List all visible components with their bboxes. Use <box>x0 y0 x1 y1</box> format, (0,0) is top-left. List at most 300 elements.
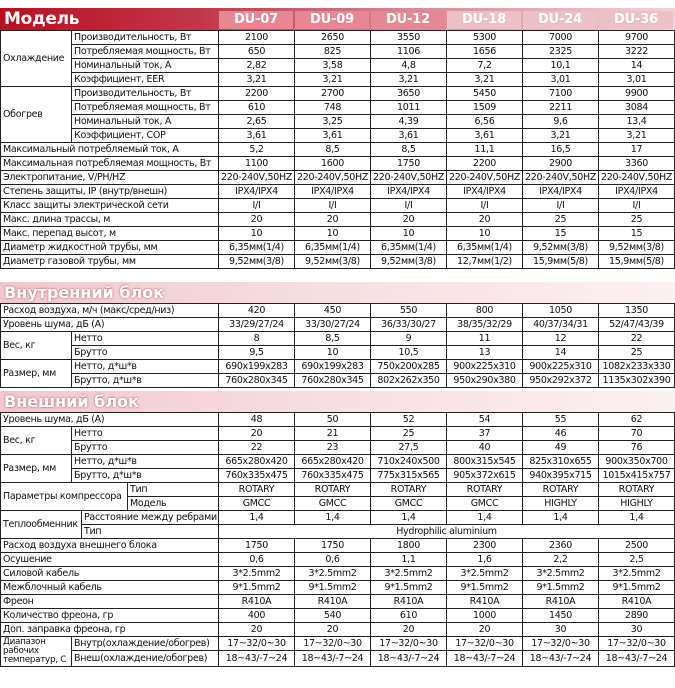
value-cell: 1050 <box>523 304 599 318</box>
value-cell: 9*1.5mm2 <box>219 581 295 595</box>
value-cell: 15 <box>523 227 599 241</box>
divider <box>0 412 675 413</box>
row-label: Степень защиты, IP (внутр/внешн) <box>0 185 219 199</box>
value-cell: 710x240x500 <box>371 455 447 469</box>
value-cell: 9700 <box>599 31 675 45</box>
value-cell: 6,35мм(1/4) <box>295 241 371 255</box>
value-cell: 5300 <box>447 31 523 45</box>
value-cell: 3,61 <box>219 129 295 143</box>
value-cell: 3650 <box>371 87 447 101</box>
value-cell: 220-240V,50HZ <box>295 171 371 185</box>
value-cell: 17~32/0~30 <box>523 637 599 651</box>
value-cell: 1135x302x390 <box>599 374 675 388</box>
value-cell: IPX4/IPX4 <box>371 185 447 199</box>
value-cell: 38/35/32/29 <box>447 318 523 332</box>
sub-label: Внутр(охлаждение/обогрев) <box>72 637 219 651</box>
value-cell: 9,52мм(3/8) <box>219 255 295 269</box>
value-cell: 1,4 <box>523 511 599 525</box>
value-cell: 6,35мм(1/4) <box>371 241 447 255</box>
sub-label: Расстояние между ребрами <box>82 511 219 525</box>
value-cell: 800x315x545 <box>447 455 523 469</box>
value-cell: 1100 <box>219 157 295 171</box>
sub-label: Номинальный ток, А <box>72 115 219 129</box>
value-cell: 9*1.5mm2 <box>599 581 675 595</box>
value-cell: 9*1.5mm2 <box>295 581 371 595</box>
value-cell: 3*2.5mm2 <box>371 567 447 581</box>
value-cell: 33/29/27/24 <box>219 318 295 332</box>
row-label: Силовой кабель <box>0 567 219 581</box>
value-cell: 802x262x350 <box>371 374 447 388</box>
value-cell: 1800 <box>371 539 447 553</box>
value-cell: 52/47/43/39 <box>599 318 675 332</box>
value-cell: 11 <box>447 332 523 346</box>
value-cell: HIGHLY <box>599 497 675 511</box>
value-cell: 3,21 <box>523 129 599 143</box>
model-header: DU-12 <box>371 11 445 29</box>
value-cell: 8,5 <box>295 143 371 157</box>
value-cell: 25 <box>371 427 447 441</box>
value-cell: 2200 <box>219 87 295 101</box>
value-cell: 950x292x372 <box>523 374 599 388</box>
sub-label: Модель <box>128 497 219 511</box>
value-cell: 13 <box>447 346 523 360</box>
value-cell: 15,9мм(5/8) <box>599 255 675 269</box>
value-cell: 220-240V,50HZ <box>371 171 447 185</box>
sub-label: Нетто <box>72 332 219 346</box>
value-cell: 2211 <box>523 101 599 115</box>
group-label: Размер, мм <box>0 455 72 483</box>
value-cell: 1000 <box>447 609 523 623</box>
value-cell: 25 <box>523 213 599 227</box>
value-cell: 6,56 <box>447 115 523 129</box>
value-cell: 825x310x655 <box>523 455 599 469</box>
value-cell: GMCC <box>371 497 447 511</box>
value-cell: 610 <box>219 101 295 115</box>
value-cell: ROTARY <box>295 483 371 497</box>
row-label: Осушение <box>0 553 219 567</box>
value-cell: 2,82 <box>219 59 295 73</box>
value-cell: 3*2.5mm2 <box>219 567 295 581</box>
row-label: Межблочный кабель <box>0 581 219 595</box>
value-cell: 1509 <box>447 101 523 115</box>
value-cell: 46 <box>523 427 599 441</box>
value-cell: 20 <box>219 213 295 227</box>
value-cell: 1082x233x330 <box>599 360 675 374</box>
value-cell: 9*1.5mm2 <box>371 581 447 595</box>
value-cell: 3,61 <box>371 129 447 143</box>
value-cell: 3*2.5mm2 <box>295 567 371 581</box>
value-cell: 540 <box>295 609 371 623</box>
model-header: DU-07 <box>219 11 293 29</box>
value-cell: 900x225x310 <box>447 360 523 374</box>
value-cell: 610 <box>371 609 447 623</box>
value-cell: 1,4 <box>219 511 295 525</box>
value-cell: 1750 <box>371 157 447 171</box>
value-cell: 400 <box>219 609 295 623</box>
value-cell: 760x280x345 <box>295 374 371 388</box>
value-cell: 1011 <box>371 101 447 115</box>
value-cell: 15 <box>599 227 675 241</box>
value-cell: 20 <box>295 213 371 227</box>
row-label: Максимальный потребляемый ток, А <box>0 143 219 157</box>
model-header: DU-24 <box>523 11 597 29</box>
value-cell: 54 <box>447 413 523 427</box>
group-label: Параметры компрессора <box>0 483 128 511</box>
group-label: Охлаждение <box>0 31 72 87</box>
value-cell: 800 <box>447 304 523 318</box>
divider <box>0 30 675 31</box>
value-cell: I/I <box>599 199 675 213</box>
value-cell: 18~43/-7~24 <box>447 651 523 667</box>
value-cell: 3*2.5mm2 <box>447 567 523 581</box>
row-label: Расход воздуха, м/ч (макс/сред/низ) <box>0 304 219 318</box>
sub-label: Номинальный ток, А <box>72 59 219 73</box>
value-cell: 10 <box>371 227 447 241</box>
value-cell: 690x199x283 <box>219 360 295 374</box>
sub-label: Брутто <box>72 441 219 455</box>
value-cell: GMCC <box>295 497 371 511</box>
value-cell: 17 <box>599 143 675 157</box>
value-cell: 12,7мм(1/2) <box>447 255 523 269</box>
value-cell: 21 <box>295 427 371 441</box>
value-cell: 20 <box>447 623 523 637</box>
value-cell: 9900 <box>599 87 675 101</box>
value-cell: 30 <box>599 623 675 637</box>
row-label: Класс защиты электрической сети <box>0 199 219 213</box>
model-header: DU-36 <box>599 11 673 29</box>
model-header: DU-18 <box>447 11 521 29</box>
value-cell: 76 <box>599 441 675 455</box>
value-cell: 9,52мм(3/8) <box>523 241 599 255</box>
value-cell: 20 <box>371 213 447 227</box>
value-cell: 6,35мм(1/4) <box>219 241 295 255</box>
value-cell: 25 <box>599 346 675 360</box>
value-cell: 2500 <box>599 539 675 553</box>
value-cell: 18~43/-7~24 <box>219 651 295 667</box>
value-cell: 690x199x283 <box>295 360 371 374</box>
value-cell: 3,21 <box>295 73 371 87</box>
value-cell: 9*1.5mm2 <box>523 581 599 595</box>
value-cell: 2700 <box>295 87 371 101</box>
sub-label: Брутто <box>72 346 219 360</box>
value-cell: 23 <box>295 441 371 455</box>
value-cell: 1,4 <box>447 511 523 525</box>
sub-label: Брутто, д*ш*в <box>72 469 219 483</box>
value-cell: 665x280x420 <box>295 455 371 469</box>
value-cell: 3*2.5mm2 <box>523 567 599 581</box>
value-cell: 950x290x380 <box>447 374 523 388</box>
value-cell: 2100 <box>219 31 295 45</box>
value-cell: 9 <box>371 332 447 346</box>
row-label: Уровень шума, дБ (А) <box>0 413 219 427</box>
value-cell: 33/30/27/24 <box>295 318 371 332</box>
value-cell: R410A <box>219 595 295 609</box>
value-cell: 1015x415x757 <box>599 469 675 483</box>
sub-label: Тип <box>82 525 219 539</box>
value-cell: 3,61 <box>295 129 371 143</box>
table-title: Модель <box>4 9 80 29</box>
value-cell: 18~43/-7~24 <box>295 651 371 667</box>
value-cell: 650 <box>219 45 295 59</box>
value-cell: Hydrophilic aluminium <box>219 525 675 539</box>
value-cell: I/I <box>295 199 371 213</box>
value-cell: 550 <box>371 304 447 318</box>
value-cell: 20 <box>371 623 447 637</box>
value-cell: I/I <box>523 199 599 213</box>
value-cell: 2325 <box>523 45 599 59</box>
value-cell: 30 <box>523 623 599 637</box>
value-cell: ROTARY <box>599 483 675 497</box>
value-cell: 450 <box>295 304 371 318</box>
value-cell: 3*2.5mm2 <box>599 567 675 581</box>
value-cell: 1750 <box>295 539 371 553</box>
value-cell: 2,65 <box>219 115 295 129</box>
value-cell: 0,6 <box>219 553 295 567</box>
value-cell: 3,61 <box>447 129 523 143</box>
value-cell: 3360 <box>599 157 675 171</box>
value-cell: 55 <box>523 413 599 427</box>
value-cell: 3,21 <box>447 73 523 87</box>
value-cell: 5450 <box>447 87 523 101</box>
value-cell: 2300 <box>447 539 523 553</box>
value-cell: 900x350x700 <box>599 455 675 469</box>
row-label: Электропитание, V/PH/HZ <box>0 171 219 185</box>
group-label: Теплообменник <box>0 511 82 539</box>
row-label: Диаметр жидкостной трубы, мм <box>0 241 219 255</box>
value-cell: 1600 <box>295 157 371 171</box>
row-label: Фреон <box>0 595 219 609</box>
row-label: Уровень шума, дБ (А) <box>0 318 219 332</box>
value-cell: 3,21 <box>219 73 295 87</box>
value-cell: 3,01 <box>599 73 675 87</box>
row-label: Диаметр газовой трубы, мм <box>0 255 219 269</box>
row-label: Макс. длина трассы, м <box>0 213 219 227</box>
value-cell: 15,9мм(5/8) <box>523 255 599 269</box>
value-cell: 1,1 <box>371 553 447 567</box>
value-cell: 10 <box>295 227 371 241</box>
group-label: Вес, кг <box>0 427 72 455</box>
section-title: Внутренний блок <box>4 283 165 302</box>
value-cell: 18~43/-7~24 <box>371 651 447 667</box>
value-cell: 940x395x715 <box>523 469 599 483</box>
sub-label: Нетто, д*ш*в <box>72 360 219 374</box>
value-cell: 20 <box>295 623 371 637</box>
value-cell: GMCC <box>447 497 523 511</box>
value-cell: 17~32/0~30 <box>371 637 447 651</box>
sub-label: Коэффициент, EER <box>72 73 219 87</box>
sub-label: Нетто <box>72 427 219 441</box>
value-cell: HIGHLY <box>523 497 599 511</box>
sub-label: Внеш(охлаждение/обогрев) <box>72 651 219 667</box>
value-cell: 750x200x285 <box>371 360 447 374</box>
sub-label: Нетто, д*ш*в <box>72 455 219 469</box>
value-cell: 9,52мм(3/8) <box>371 255 447 269</box>
row-label: Максимальная потребляемая мощность, Вт <box>0 157 219 171</box>
sub-label: Тип <box>128 483 219 497</box>
value-cell: 10,1 <box>523 59 599 73</box>
value-cell: 62 <box>599 413 675 427</box>
value-cell: 2,5 <box>599 553 675 567</box>
model-header: DU-09 <box>295 11 369 29</box>
row-label: Количество фреона, гр <box>0 609 219 623</box>
value-cell: 825 <box>295 45 371 59</box>
value-cell: 10,5 <box>371 346 447 360</box>
value-cell: 12 <box>523 332 599 346</box>
value-cell: 9,6 <box>523 115 599 129</box>
sub-label: Потребляемая мощность, Вт <box>72 45 219 59</box>
value-cell: I/I <box>219 199 295 213</box>
value-cell: 27,5 <box>371 441 447 455</box>
value-cell: 5,2 <box>219 143 295 157</box>
value-cell: 1106 <box>371 45 447 59</box>
value-cell: 420 <box>219 304 295 318</box>
value-cell: 220-240V,50HZ <box>447 171 523 185</box>
value-cell: 775x315x565 <box>371 469 447 483</box>
value-cell: 18~43/-7~24 <box>599 651 675 667</box>
value-cell: 1750 <box>219 539 295 553</box>
value-cell: 10 <box>295 346 371 360</box>
value-cell: 2360 <box>523 539 599 553</box>
sub-label: Потребляемая мощность, Вт <box>72 101 219 115</box>
value-cell: 14 <box>599 59 675 73</box>
value-cell: 7,2 <box>447 59 523 73</box>
value-cell: R410A <box>295 595 371 609</box>
value-cell: IPX4/IPX4 <box>447 185 523 199</box>
value-cell: I/I <box>371 199 447 213</box>
sub-label: Коэффициент, COP <box>72 129 219 143</box>
value-cell: 8,5 <box>371 143 447 157</box>
value-cell: 52 <box>371 413 447 427</box>
value-cell: 7100 <box>523 87 599 101</box>
value-cell: 40 <box>447 441 523 455</box>
value-cell: 6,35мм(1/4) <box>447 241 523 255</box>
value-cell: 3222 <box>599 45 675 59</box>
value-cell: 36/33/30/27 <box>371 318 447 332</box>
value-cell: ROTARY <box>371 483 447 497</box>
section-title: Внешний блок <box>4 392 139 411</box>
value-cell: I/I <box>447 199 523 213</box>
value-cell: 1656 <box>447 45 523 59</box>
value-cell: 3,21 <box>599 129 675 143</box>
row-label: Доп. заправка фреона, гр <box>0 623 219 637</box>
group-label: Размер, мм <box>0 360 72 388</box>
value-cell: 17~32/0~30 <box>219 637 295 651</box>
value-cell: 665x280x420 <box>219 455 295 469</box>
value-cell: 49 <box>523 441 599 455</box>
value-cell: 1,6 <box>447 553 523 567</box>
value-cell: 2,2 <box>523 553 599 567</box>
value-cell: 17~32/0~30 <box>447 637 523 651</box>
value-cell: 9,5 <box>219 346 295 360</box>
sub-label: Брутто, д*ш*в <box>72 374 219 388</box>
value-cell: 2900 <box>523 157 599 171</box>
value-cell: IPX4/IPX4 <box>295 185 371 199</box>
value-cell: 1450 <box>523 609 599 623</box>
value-cell: 48 <box>219 413 295 427</box>
value-cell: 220-240V,50HZ <box>599 171 675 185</box>
value-cell: 900x225x310 <box>523 360 599 374</box>
value-cell: 37 <box>447 427 523 441</box>
value-cell: 18~43/-7~24 <box>523 651 599 667</box>
value-cell: R410A <box>523 595 599 609</box>
value-cell: 9*1.5mm2 <box>447 581 523 595</box>
value-cell: 220-240V,50HZ <box>523 171 599 185</box>
value-cell: 2200 <box>447 157 523 171</box>
value-cell: IPX4/IPX4 <box>523 185 599 199</box>
value-cell: 70 <box>599 427 675 441</box>
group-label: Обогрев <box>0 87 72 143</box>
value-cell: 760x335x475 <box>219 469 295 483</box>
value-cell: 25 <box>599 213 675 227</box>
value-cell: 220-240V,50HZ <box>219 171 295 185</box>
group-label: Вес, кг <box>0 332 72 360</box>
value-cell: 10 <box>447 227 523 241</box>
value-cell: 22 <box>599 332 675 346</box>
value-cell: IPX4/IPX4 <box>599 185 675 199</box>
value-cell: 1,4 <box>295 511 371 525</box>
value-cell: 9,52мм(3/8) <box>599 241 675 255</box>
value-cell: 3,58 <box>295 59 371 73</box>
value-cell: 2650 <box>295 31 371 45</box>
row-label: Расход воздуха внешнего блока <box>0 539 219 553</box>
value-cell: 17~32/0~30 <box>599 637 675 651</box>
value-cell: GMCC <box>219 497 295 511</box>
value-cell: 11,1 <box>447 143 523 157</box>
value-cell: 50 <box>295 413 371 427</box>
value-cell: 40/37/34/31 <box>523 318 599 332</box>
value-cell: 9,52мм(3/8) <box>295 255 371 269</box>
group-label: Диапазон рабочих температур, С <box>0 637 72 667</box>
value-cell: 760x335x475 <box>295 469 371 483</box>
value-cell: 4,39 <box>371 115 447 129</box>
value-cell: 16,5 <box>523 143 599 157</box>
value-cell: 14 <box>523 346 599 360</box>
value-cell: 760x280x345 <box>219 374 295 388</box>
value-cell: 1,4 <box>599 511 675 525</box>
value-cell: 905x372x615 <box>447 469 523 483</box>
value-cell: 3,01 <box>523 73 599 87</box>
row-label: Макс. перепад высот, м <box>0 227 219 241</box>
value-cell: R410A <box>371 595 447 609</box>
value-cell: 22 <box>219 441 295 455</box>
value-cell: 3550 <box>371 31 447 45</box>
value-cell: 10 <box>219 227 295 241</box>
value-cell: 2890 <box>599 609 675 623</box>
value-cell: 4,8 <box>371 59 447 73</box>
divider <box>0 303 675 304</box>
value-cell: 13,4 <box>599 115 675 129</box>
value-cell: 3,21 <box>371 73 447 87</box>
value-cell: 1350 <box>599 304 675 318</box>
value-cell: 7000 <box>523 31 599 45</box>
value-cell: 8 <box>219 332 295 346</box>
value-cell: 17~32/0~30 <box>295 637 371 651</box>
value-cell: R410A <box>599 595 675 609</box>
sub-label: Производительность, Вт <box>72 31 219 45</box>
value-cell: 20 <box>219 427 295 441</box>
value-cell: 20 <box>447 213 523 227</box>
value-cell: 3084 <box>599 101 675 115</box>
value-cell: 1,4 <box>371 511 447 525</box>
value-cell: IPX4/IPX4 <box>219 185 295 199</box>
value-cell: 748 <box>295 101 371 115</box>
value-cell: 3,25 <box>295 115 371 129</box>
value-cell: 8,5 <box>295 332 371 346</box>
value-cell: 0,6 <box>295 553 371 567</box>
value-cell: R410A <box>447 595 523 609</box>
value-cell: 20 <box>219 623 295 637</box>
value-cell: ROTARY <box>447 483 523 497</box>
